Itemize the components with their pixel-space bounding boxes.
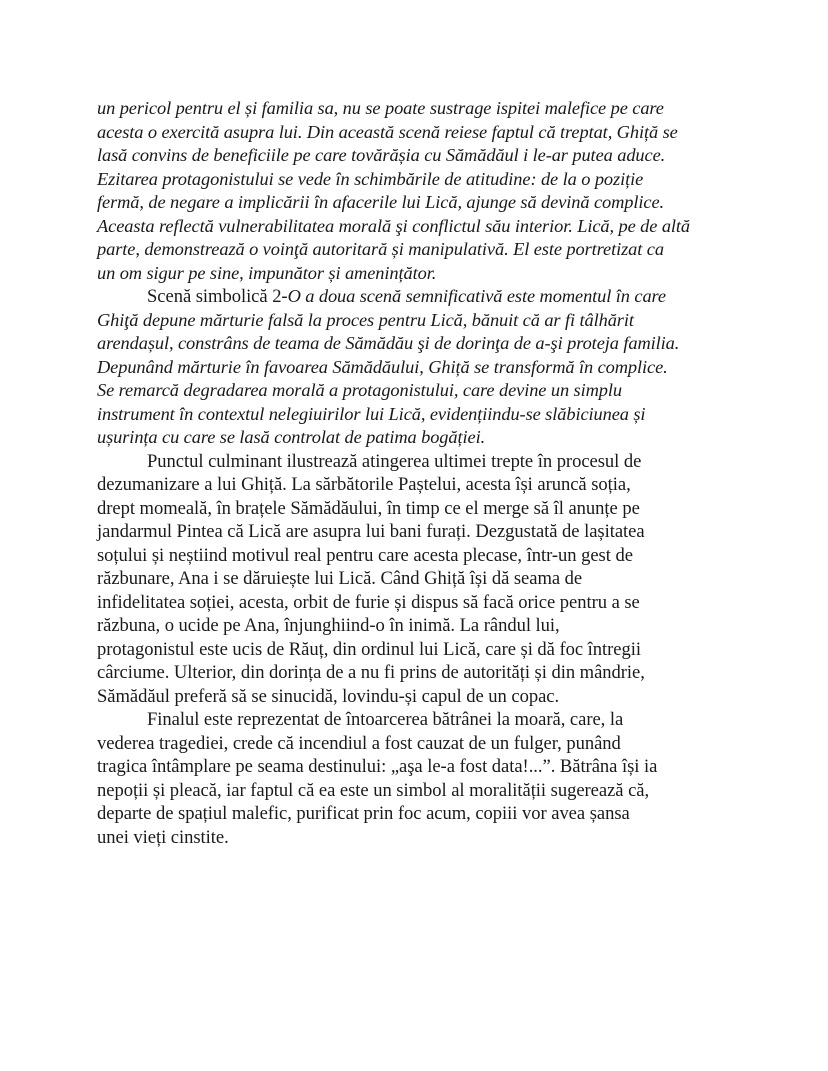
text-line: soțului și neștiind motivul real pentru care acesta plecase, într-un gest de	[97, 544, 633, 566]
text-line: Punctul culminant ilustrează atingerea ultimei trepte în procesul de	[147, 450, 642, 472]
text-line: infidelitatea soției, acesta, orbit de furie și dispus să facă orice pentru a se	[97, 591, 640, 613]
text-line: vederea tragediei, crede că incendiul a fost cauzat de un fulger, punând	[97, 732, 621, 754]
paragraph-scene-2	[97, 285, 737, 450]
text-line: un pericol pentru el și familia sa, nu se poate sustrage ispitei malefice pe care	[97, 98, 664, 118]
paragraph-scene-1-conclusion	[97, 97, 737, 285]
text-line: instrument în contextul nelegiuirilor lui Lică, evidențiindu-se slăbiciunea și	[97, 403, 646, 424]
text-line: Finalul este reprezentat de întoarcerea bătrânei la moară, care, la	[147, 709, 624, 730]
text-line: Depunând mărturie în favoarea Sămădăului, Ghiță se transformă în complice.	[97, 356, 668, 377]
text-line: dezumanizare a lui Ghiță. La sărbătorile Paștelui, acesta își aruncă soția,	[97, 474, 631, 495]
text-line: un om sigur pe sine, impunător și amenințător.	[97, 262, 437, 283]
scene-label: Scenă simbolică 2-	[147, 286, 288, 307]
text-span: O a doua scenă semnificativă este momentul în care	[287, 286, 666, 306]
text-line: protagonistul este ucis de Răuț, din ordinul lui Lică, care și dă foc întregii	[97, 638, 641, 660]
text-line: cârciume. Ulterior, din dorința de a nu fi prins de autorități și din mândrie,	[97, 662, 645, 683]
text-line: acesta o exercită asupra lui. Din această scenă reiese faptul că treptat, Ghiță se	[97, 121, 678, 142]
text-line: parte, demonstrează o voinţă autoritară și manipulativă. El este portretizat ca	[97, 239, 664, 259]
text-line: jandarmul Pintea că Lică are asupra lui bani furați. Dezgustată de lașitatea	[97, 521, 645, 542]
document-page	[97, 97, 737, 849]
text-line: Ezitarea protagonistului se vede în schimbările de atitudine: de la o poziție	[97, 168, 644, 189]
text-line: răzbuna, o ucide pe Ana, înjunghiind-o în inimă. La rândul lui,	[97, 615, 560, 636]
text-line: fermă, de negare a implicării în afacerile lui Lică, ajunge să devină complice.	[97, 192, 665, 212]
paragraph-ending	[97, 708, 737, 849]
text-line: Sămădăul preferă să se sinucidă, lovindu-și capul de un copac.	[97, 685, 560, 707]
paragraph-climax	[97, 450, 737, 709]
text-line: unei vieți cinstite.	[97, 826, 229, 848]
text-line: drept momeală, în brațele Sămădăului, în timp ce el merge să îl anunțe pe	[97, 497, 640, 519]
text-line: arendașul, constrâns de teama de Sămădău şi de dorinţa de a-şi proteja familia.	[97, 333, 680, 353]
text-line: nepoții și pleacă, iar faptul că ea este un simbol al moralității sugerează că,	[97, 779, 650, 801]
text-line: răzbunare, Ana i se dăruiește lui Lică. Când Ghiță își dă seama de	[97, 568, 583, 589]
text-line	[97, 285, 737, 309]
text-line: Ghiţă depune mărturie falsă la proces pentru Lică, bănuit că ar fi tâlhărit	[97, 309, 634, 330]
text-line: lasă convins de beneficiile pe care tovărășia cu Sămădăul i le-ar putea aduce.	[97, 145, 666, 165]
text-line: Aceasta reflectă vulnerabilitatea morală şi conflictul său interior. Lică, pe de altă	[97, 215, 691, 236]
text-line: tragica întâmplare pe seama destinului: „aşa le-a fost data!...”. Bătrâna își ia	[97, 756, 658, 777]
text-line: ușurința cu care se lasă controlat de patima bogăției.	[97, 427, 486, 447]
text-line: Se remarcă degradarea morală a protagonistului, care devine un simplu	[97, 380, 622, 400]
text-line: departe de spațiul malefic, purificat prin foc acum, copiii vor avea șansa	[97, 803, 630, 824]
